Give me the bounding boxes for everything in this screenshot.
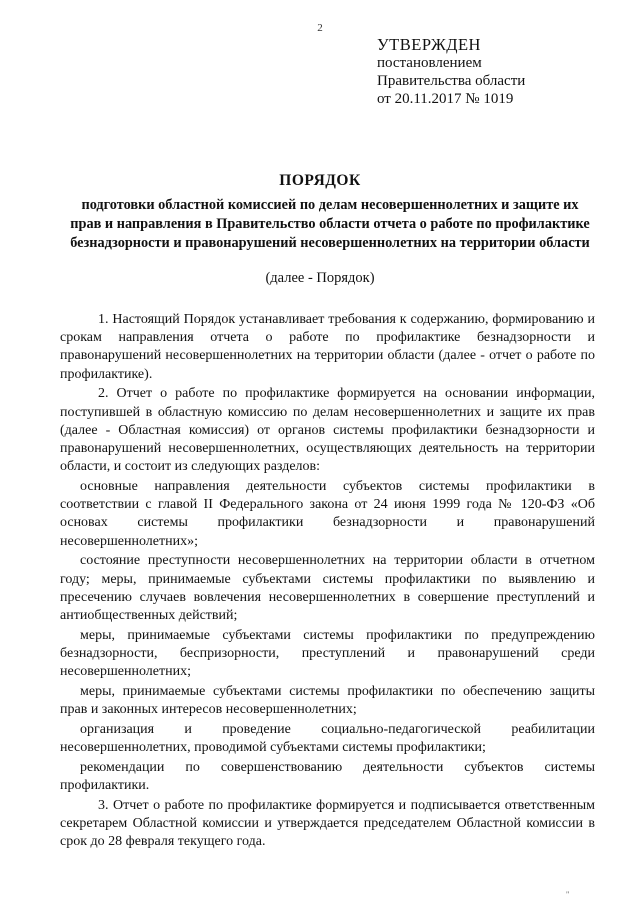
page-number: 2 [317,22,323,34]
document-body [60,311,595,853]
approval-date: от 20.11.2017 № 1019 [377,91,514,107]
approval-heading: УТВЕРЖДЕН [377,35,481,54]
list-item: основные направления деятельности субъектов системы профилактики в соответствии с главой II Федерального закона от 24 июня 1999 года № 120-ФЗ «Об основах системы профилактики безнадзорности и правонарушений несовершеннолетних»; [60,479,595,549]
paragraph: 2. Отчет о работе по профилактике формируется на основании информации, поступившей в областную комиссию по делам несовершеннолетних и защите их прав (далее - Областная комиссия) от органов системы профилактики безнадзорности и правонарушений несовершеннолетних, осуществляющих деятельность на территории области, и состоит из следующих разделов: [60,386,595,475]
list-item: меры, принимаемые субъектами системы профилактики по предупреждению безнадзорности, беспризорности, преступлений и правонарушений среди несовершеннолетних; [60,627,595,680]
list-item: рекомендации по совершенствованию деятельности субъектов системы профилактики. [60,760,595,794]
paragraph: 3. Отчет о работе по профилактике формируется и подписывается ответственным секретарем Областной комиссии и утверждается председателем Областной комиссии в срок до 28 февраля текущего года. [60,798,595,850]
list-item: меры, принимаемые субъектами системы профилактики по обеспечению защиты прав и законных интересов несовершеннолетних; [60,684,595,718]
list-item: состояние преступности несовершеннолетних на территории области в отчетном году; меры, принимаемые субъектами системы профилактики по выявлению и пресечению случаев вовлечения несовершеннолетних в совершение преступлений и антиобщественных действий; [60,553,595,624]
paragraph: 1. Настоящий Порядок устанавливает требования к содержанию, формированию и срокам направления отчета о работе по профилактике безнадзорности и правонарушений несовершеннолетних на территории области (далее - отчет о работе по профилактике). [60,312,595,382]
subtitle-note: (далее - Порядок) [265,270,375,286]
document-subtitle: подготовки областной комиссией по делам несовершеннолетних и защите их прав и направления в Правительство области отчета о работе по профилактике безнадзорности и правонарушений несовершеннолетних на территории области [70,197,590,251]
approval-block [377,36,525,108]
document-title: ПОРЯДОК [279,172,361,189]
approval-line: постановлением [377,55,482,71]
corner-mark: " [566,890,570,899]
list-item: организация и проведение социально-педагогической реабилитации несовершеннолетних, проводимой субъектами системы профилактики; [60,722,595,756]
approval-line: Правительства области [377,73,526,89]
